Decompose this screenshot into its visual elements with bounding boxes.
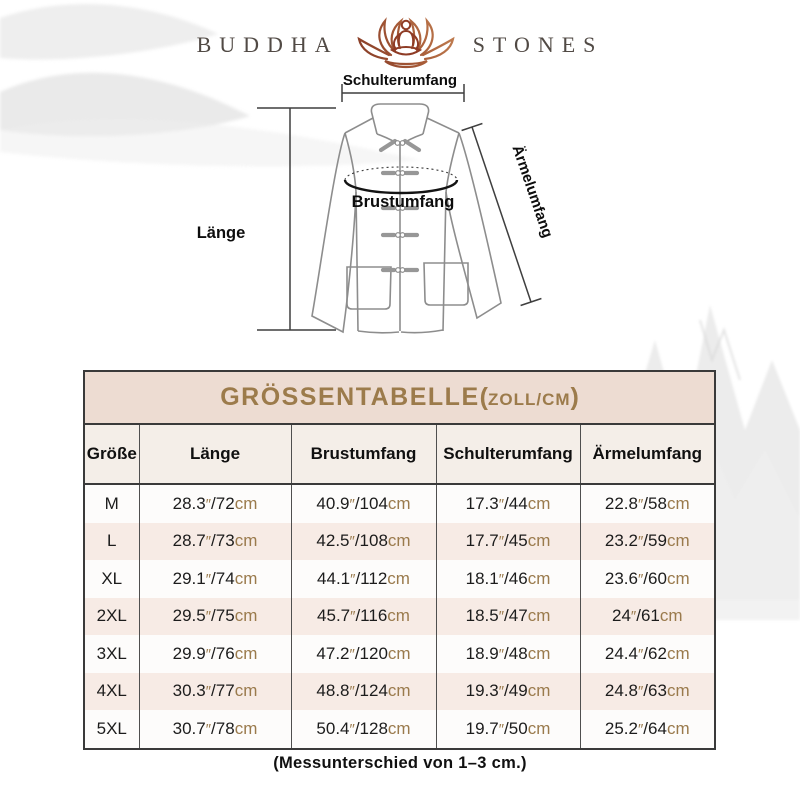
cm-value: 61: [640, 606, 660, 626]
table-row: [84, 484, 715, 523]
measurement-cell: [139, 635, 291, 673]
measurement-cell: [580, 710, 715, 749]
inch-value: 25.2: [604, 718, 638, 738]
table-header-row: [84, 424, 715, 484]
cm-value: 45: [508, 531, 528, 551]
inch-mark: ″: [349, 645, 355, 663]
cm-unit: cm: [527, 718, 551, 738]
slash: /: [504, 568, 509, 588]
cm-value: 64: [648, 718, 667, 738]
measurement-cell: [139, 523, 291, 561]
cm-unit: cm: [527, 568, 551, 588]
cm-value: 104: [359, 493, 388, 513]
cm-unit: cm: [387, 606, 410, 626]
inch-value: 22.8: [604, 493, 638, 513]
jacket-sleeve-left: [312, 133, 356, 332]
inch-value: 23.6: [604, 568, 638, 588]
inch-mark: ″: [205, 570, 212, 588]
chest-ellipse-solid: [345, 180, 457, 193]
slash: /: [211, 606, 216, 626]
cm-unit: cm: [666, 718, 690, 738]
inch-mark: ″: [630, 608, 637, 626]
measurement-cell: [580, 598, 715, 636]
slash: /: [211, 643, 216, 663]
shoulder-label: Schulterumfang: [342, 72, 458, 89]
inch-value: 48.8: [316, 681, 350, 701]
cm-unit: cm: [234, 531, 258, 551]
measurement-cell: [291, 673, 436, 711]
jacket-sleeve-right: [446, 133, 501, 318]
inch-mark: ″: [349, 533, 355, 551]
inch-value: 30.7: [172, 718, 206, 738]
inch-value: 40.9: [316, 493, 350, 513]
sleeve-label: Ärmelumfang: [508, 143, 557, 241]
measurement-cell: [580, 523, 715, 561]
inch-mark: ″: [205, 645, 212, 663]
cm-value: 77: [215, 681, 235, 701]
cm-unit: cm: [234, 493, 258, 513]
table-row: [84, 598, 715, 636]
chest-label: Brustumfang: [351, 193, 455, 211]
inch-value: 45.7: [317, 606, 351, 626]
inch-mark: ″: [205, 495, 212, 513]
measurement-cell: [291, 710, 436, 749]
cm-value: 46: [508, 568, 528, 588]
column-header-shoulder: Schulterumfang: [436, 424, 580, 484]
cm-unit: cm: [666, 531, 690, 551]
inch-mark: ″: [349, 720, 355, 738]
slash: /: [643, 531, 649, 551]
length-label: Länge: [196, 224, 246, 242]
cm-unit: cm: [666, 643, 690, 663]
cm-unit: cm: [387, 718, 411, 738]
measurement-cell: [436, 635, 580, 673]
inch-value: 19.7: [465, 718, 499, 738]
measurement-cell: [291, 598, 436, 636]
jacket-body-sides: [356, 192, 446, 331]
cm-value: 63: [648, 681, 667, 701]
cm-unit: cm: [527, 606, 551, 626]
table-title-paren-close: ): [570, 383, 579, 411]
size-cell: XL: [84, 560, 139, 598]
cm-unit: cm: [387, 493, 411, 513]
table-row: [84, 710, 715, 749]
inch-value: 18.9: [465, 643, 499, 663]
cm-value: 112: [360, 568, 388, 588]
cm-unit: cm: [387, 681, 411, 701]
inch-mark: ″: [637, 645, 644, 663]
column-header-size: Größe: [84, 424, 139, 484]
inch-value: 30.3: [172, 681, 206, 701]
slash: /: [504, 606, 509, 626]
inch-mark: ″: [637, 495, 644, 513]
cm-value: 116: [360, 606, 388, 626]
measurement-cell: [436, 598, 580, 636]
inch-mark: ″: [350, 570, 356, 588]
cm-value: 50: [508, 718, 528, 738]
slash: /: [643, 718, 649, 738]
slash: /: [355, 568, 361, 588]
jacket-illustration: [312, 104, 501, 333]
measurement-cell: [139, 673, 291, 711]
measurement-note: (Messunterschied von 1–3 cm.): [273, 754, 527, 772]
sleeve-measure-line: [462, 124, 542, 306]
cm-value: 47: [508, 606, 528, 626]
slash: /: [211, 681, 216, 701]
inch-mark: ″: [349, 495, 355, 513]
measurement-cell: [139, 710, 291, 749]
cm-value: 58: [648, 493, 667, 513]
slash: /: [504, 718, 509, 738]
inch-mark: ″: [205, 720, 212, 738]
cm-unit: cm: [387, 643, 411, 663]
inch-mark: ″: [498, 720, 505, 738]
brand-name-right: STONES: [472, 32, 604, 57]
inch-value: 18.5: [465, 606, 499, 626]
length-measure-line: [257, 108, 336, 330]
table-title-paren-open: (: [479, 383, 488, 411]
slash: /: [504, 681, 509, 701]
slash: /: [354, 493, 360, 513]
cm-value: 48: [508, 643, 528, 663]
size-cell: M: [84, 484, 139, 523]
inch-mark: ″: [205, 533, 212, 551]
cm-value: 124: [359, 681, 388, 701]
cm-unit: cm: [666, 493, 690, 513]
cm-value: 73: [215, 531, 235, 551]
cm-value: 128: [359, 718, 388, 738]
size-cell: 4XL: [84, 673, 139, 711]
cm-value: 59: [648, 531, 667, 551]
jacket-shoulders: [345, 118, 459, 133]
table-title-main: GRÖSSENTABELLE: [220, 383, 480, 411]
measurement-cell: [291, 635, 436, 673]
inch-value: 47.2: [316, 643, 350, 663]
inch-mark: ″: [498, 645, 505, 663]
measurement-cell: [291, 484, 436, 523]
cm-value: 72: [215, 493, 235, 513]
inch-mark: ″: [498, 533, 505, 551]
inch-value: 28.3: [172, 493, 206, 513]
inch-mark: ″: [637, 683, 644, 701]
inch-value: 42.5: [316, 531, 350, 551]
cm-unit: cm: [659, 606, 683, 626]
inch-value: 44.1: [317, 568, 351, 588]
column-header-chest: Brustumfang: [291, 424, 436, 484]
cm-value: 78: [215, 718, 235, 738]
slash: /: [643, 643, 649, 663]
garment-measurement-diagram: [0, 66, 800, 366]
cm-unit: cm: [387, 531, 411, 551]
measurement-cell: [139, 484, 291, 523]
slash: /: [636, 606, 641, 626]
jacket-pocket-left: [347, 267, 391, 309]
measurement-cell: [580, 673, 715, 711]
cm-unit: cm: [234, 643, 258, 663]
measurement-cell: [580, 560, 715, 598]
inch-mark: ″: [349, 683, 355, 701]
size-cell: 3XL: [84, 635, 139, 673]
cm-value: 62: [648, 643, 667, 663]
table-title: [84, 371, 715, 424]
cm-unit: cm: [527, 681, 551, 701]
cm-value: 108: [359, 531, 388, 551]
jacket-pocket-right: [424, 263, 468, 305]
inch-value: 50.4: [316, 718, 350, 738]
inch-value: 29.9: [172, 643, 206, 663]
cm-value: 44: [508, 493, 528, 513]
slash: /: [354, 681, 360, 701]
slash: /: [643, 493, 649, 513]
inch-mark: ″: [205, 683, 212, 701]
brand-name-left: BUDDHA: [196, 32, 339, 57]
inch-mark: ″: [498, 570, 505, 588]
cm-value: 74: [215, 568, 235, 588]
inch-value: 24: [611, 606, 631, 626]
inch-value: 19.3: [465, 681, 499, 701]
measurement-cell: [139, 598, 291, 636]
slash: /: [643, 681, 649, 701]
size-table: [83, 370, 716, 750]
cm-value: 49: [508, 681, 528, 701]
table-row: [84, 673, 715, 711]
cm-unit: cm: [527, 493, 551, 513]
cm-value: 120: [359, 643, 388, 663]
size-cell: L: [84, 523, 139, 561]
table-row: [84, 523, 715, 561]
slash: /: [211, 493, 216, 513]
inch-value: 24.4: [604, 643, 638, 663]
inch-mark: ″: [637, 533, 644, 551]
slash: /: [354, 718, 360, 738]
cm-unit: cm: [387, 568, 410, 588]
slash: /: [354, 643, 360, 663]
column-header-length: Länge: [139, 424, 291, 484]
cm-unit: cm: [234, 718, 258, 738]
inch-mark: ″: [205, 608, 212, 626]
measurement-cell: [580, 484, 715, 523]
slash: /: [643, 568, 649, 588]
cm-unit: cm: [527, 531, 551, 551]
measurement-cell: [291, 523, 436, 561]
measurement-cell: [436, 484, 580, 523]
table-row: [84, 635, 715, 673]
cm-unit: cm: [234, 568, 258, 588]
cm-unit: cm: [666, 681, 690, 701]
size-cell: 5XL: [84, 710, 139, 749]
size-cell: 2XL: [84, 598, 139, 636]
inch-value: 23.2: [604, 531, 638, 551]
slash: /: [504, 493, 509, 513]
measurement-cell: [436, 710, 580, 749]
cm-value: 76: [215, 643, 235, 663]
measurement-cell: [436, 673, 580, 711]
slash: /: [211, 718, 216, 738]
inch-value: 29.1: [172, 568, 206, 588]
table-title-row: [84, 371, 715, 424]
cm-unit: cm: [527, 643, 551, 663]
slash: /: [504, 531, 509, 551]
inch-mark: ″: [350, 608, 356, 626]
slash: /: [354, 531, 360, 551]
measurement-cell: [139, 560, 291, 598]
cm-unit: cm: [234, 681, 258, 701]
slash: /: [504, 643, 509, 663]
inch-value: 29.5: [172, 606, 206, 626]
measurement-cell: [291, 560, 436, 598]
slash: /: [355, 606, 361, 626]
inch-mark: ″: [498, 683, 505, 701]
inch-mark: ″: [498, 495, 505, 513]
slash: /: [211, 568, 216, 588]
jacket-collar: [371, 104, 428, 134]
cm-value: 60: [648, 568, 667, 588]
inch-mark: ″: [498, 608, 505, 626]
inch-value: 24.8: [604, 681, 638, 701]
inch-mark: ″: [637, 570, 644, 588]
measurement-cell: [580, 635, 715, 673]
inch-value: 18.1: [465, 568, 499, 588]
cm-value: 75: [215, 606, 235, 626]
cm-unit: cm: [666, 568, 690, 588]
measurement-cell: [436, 560, 580, 598]
table-row: [84, 560, 715, 598]
inch-mark: ″: [637, 720, 644, 738]
inch-value: 17.7: [465, 531, 499, 551]
inch-value: 28.7: [172, 531, 206, 551]
table-title-unit: ZOLL/CM: [487, 390, 571, 409]
column-header-sleeve: Ärmelumfang: [580, 424, 715, 484]
cm-unit: cm: [234, 606, 258, 626]
inch-value: 17.3: [465, 493, 499, 513]
measurement-cell: [436, 523, 580, 561]
slash: /: [211, 531, 216, 551]
